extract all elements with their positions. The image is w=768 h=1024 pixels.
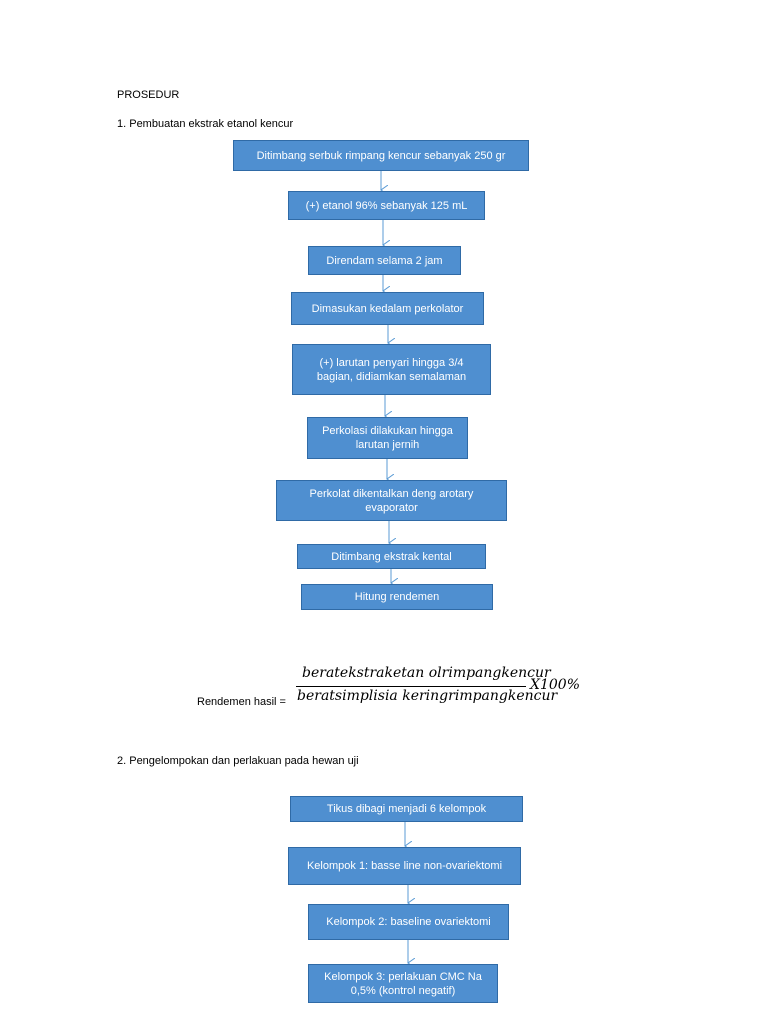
- formula-denominator: beratsimplisia keringrimpangkencur: [297, 688, 558, 704]
- group-step-3: Kelompok 2: baseline ovariektomi: [308, 904, 509, 940]
- formula-label: Rendemen hasil =: [197, 696, 286, 708]
- flow-step-5: (+) larutan penyari hingga 3/4 bagian, didiamkan semalaman: [292, 344, 491, 395]
- flow-step-2: (+) etanol 96% sebanyak 125 mL: [288, 191, 485, 220]
- group-step-2: Kelompok 1: basse line non-ovariektomi: [288, 847, 521, 885]
- flow-step-7: Perkolat dikentalkan deng arotary evaporator: [276, 480, 507, 521]
- flow-step-8: Ditimbang ekstrak kental: [297, 544, 486, 569]
- section-2-title: 2. Pengelompokan dan perlakuan pada hewan uji: [117, 755, 359, 767]
- fraction-bar: [296, 686, 526, 687]
- flow-step-9: Hitung rendemen: [301, 584, 493, 610]
- group-step-4: Kelompok 3: perlakuan CMC Na 0,5% (kontrol negatif): [308, 964, 498, 1003]
- flow-step-6: Perkolasi dilakukan hingga larutan jernih: [307, 417, 468, 459]
- formula-numerator: beratekstraketan olrimpangkencur: [302, 665, 551, 681]
- group-step-1: Tikus dibagi menjadi 6 kelompok: [290, 796, 523, 822]
- flow-step-4: Dimasukan kedalam perkolator: [291, 292, 484, 325]
- page-heading: PROSEDUR: [117, 89, 180, 101]
- flow-step-3: Direndam selama 2 jam: [308, 246, 461, 275]
- formula-multiplier: X100%: [530, 677, 580, 693]
- flow-step-1: Ditimbang serbuk rimpang kencur sebanyak 250 gr: [233, 140, 529, 171]
- section-1-title: 1. Pembuatan ekstrak etanol kencur: [117, 118, 294, 130]
